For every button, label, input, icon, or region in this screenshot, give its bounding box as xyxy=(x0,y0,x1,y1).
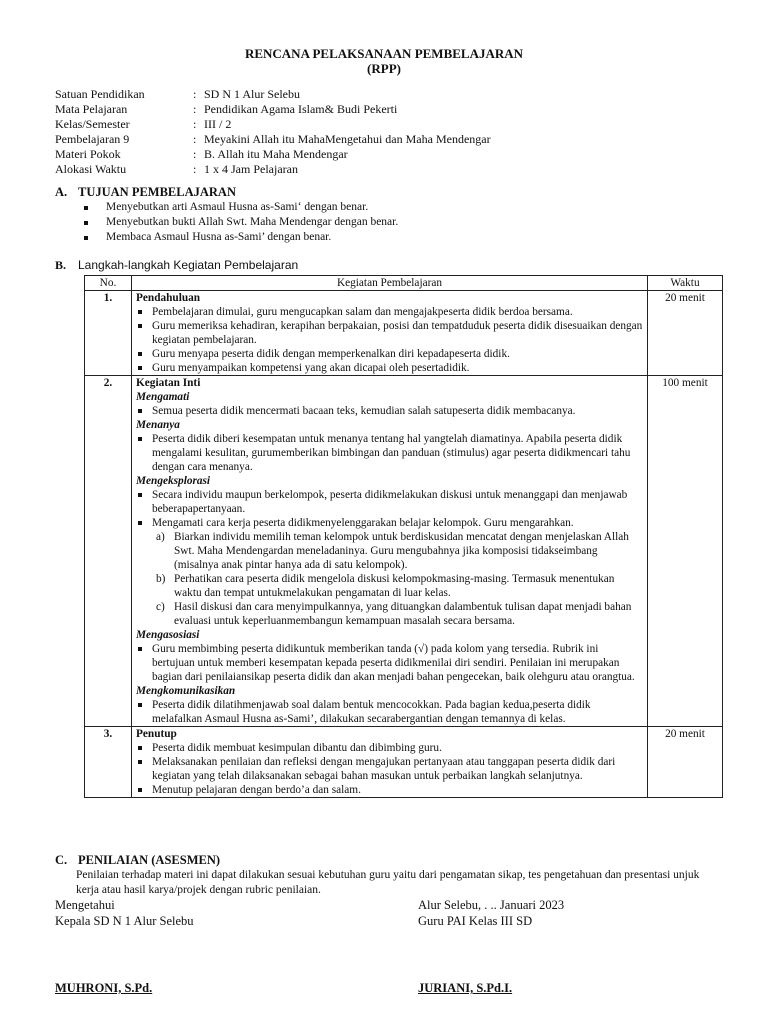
row-time: 20 menit xyxy=(648,291,723,376)
row-number: 1. xyxy=(85,291,132,376)
info-label: Alokasi Waktu xyxy=(55,162,127,176)
list-item xyxy=(136,488,643,516)
info-colon: : xyxy=(193,117,197,131)
bullet-icon xyxy=(84,236,88,240)
info-row xyxy=(55,117,491,132)
subphase-title: Mengkomunikasikan xyxy=(136,685,236,697)
list-item xyxy=(136,642,643,684)
bullet-icon xyxy=(138,746,142,750)
item-text: Peserta didik membuat kesimpulan dibantu dan dibimbing guru. xyxy=(152,742,442,754)
list-item xyxy=(84,200,398,215)
sub-item-text: Biarkan individu memilih teman kelompok untuk berdiskusidan mencatat dengan menjelaskan Allah Swt. Maha Mendengardan meneladaninya. Guru mengubahnya jika komposisi tidakseimbang (misalnya anak pintar hanya ada di satu kelompok). xyxy=(174,531,629,571)
info-row xyxy=(55,162,491,177)
info-colon: : xyxy=(193,147,197,161)
info-colon: : xyxy=(193,102,197,116)
info-value: SD N 1 Alur Selebu xyxy=(204,87,300,101)
info-label: Satuan Pendidikan xyxy=(55,87,145,101)
list-item xyxy=(136,741,643,755)
table-row xyxy=(85,376,723,727)
section-title: TUJUAN PEMBELAJARAN xyxy=(78,185,236,199)
info-value: Pendidikan Agama Islam& Budi Pekerti xyxy=(204,102,398,116)
info-label: Pembelajaran 9 xyxy=(55,132,130,146)
header-time: Waktu xyxy=(648,276,723,291)
item-text: Guru memeriksa kehadiran, kerapihan berpakaian, posisi dan tempatduduk peserta didik disesuaikan dengan kegiatan pembelajaran. xyxy=(152,320,643,346)
phase-title: Kegiatan Inti xyxy=(136,377,201,389)
list-item xyxy=(136,698,643,726)
subphase-title: Mengeksplorasi xyxy=(136,475,211,487)
section-number: B. xyxy=(55,258,67,272)
signature-line: Guru PAI Kelas III SD xyxy=(418,914,533,928)
section-number: A. xyxy=(55,185,68,199)
signature-left xyxy=(55,897,194,929)
item-text: Guru menyampaikan kompetensi yang akan dicapai oleh pesertadidik. xyxy=(152,362,470,374)
info-value: III / 2 xyxy=(204,117,232,131)
objective-text: Menyebutkan arti Asmaul Husna as-Sami‘ dengan benar. xyxy=(106,201,369,213)
row-activity xyxy=(132,727,648,798)
info-row xyxy=(55,87,491,102)
section-a-heading xyxy=(55,185,236,200)
info-label: Kelas/Semester xyxy=(55,117,130,131)
list-item xyxy=(136,347,643,361)
section-b-heading xyxy=(55,258,298,273)
bullet-icon xyxy=(138,703,142,707)
table-row xyxy=(85,291,723,376)
bullet-icon xyxy=(138,324,142,328)
objective-text: Membaca Asmaul Husna as-Sami’ dengan benar. xyxy=(106,231,332,243)
sub-item-letter: c) xyxy=(156,601,165,613)
list-item xyxy=(136,755,643,783)
bullet-icon xyxy=(138,310,142,314)
sub-item-letter: a) xyxy=(156,531,165,543)
info-row xyxy=(55,132,491,147)
bullet-icon xyxy=(84,221,88,225)
list-item xyxy=(136,319,643,347)
info-value: 1 x 4 Jam Pelajaran xyxy=(204,162,298,176)
list-item xyxy=(84,230,398,245)
document-subtitle: (RPP) xyxy=(367,61,401,76)
list-item xyxy=(136,361,643,375)
info-label: Materi Pokok xyxy=(55,147,121,161)
item-text: Semua peserta didik mencermati bacaan teks, kemudian salah satupeserta didik membacanya. xyxy=(152,405,576,417)
bullet-icon xyxy=(84,206,88,210)
item-text: Secara individu maupun berkelompok, peserta didikmelakukan diskusi untuk menanggapi dan menjawab beberapapertanyaan. xyxy=(152,489,628,515)
sub-item-text: Hasil diskusi dan cara menyimpulkannya, yang dituangkan dalambentuk tulisan dapat menjadi bahan evaluasi untuk keperluanmembangun kemampuan masalah secara bersama. xyxy=(174,601,632,627)
item-text: Peserta didik diberi kesempatan untuk menanya tentang hal yangtelah diamatinya. Apabila peserta didik mengalami kesulitan, gurumemberikan bimbingan dan panduan (stimulus) agar peserta didikmencari tahu dengan cara menanya. xyxy=(152,433,631,473)
teacher-name: JURIANI, S.Pd.I. xyxy=(418,981,513,995)
item-text: Pembelajaran dimulai, guru mengucapkan salam dan mengajakpeserta didik berdoa bersama. xyxy=(152,306,573,318)
table-header-row xyxy=(85,276,723,291)
activities-table xyxy=(84,275,723,798)
signature-line: Mengetahui xyxy=(55,898,115,912)
header-no: No. xyxy=(85,276,132,291)
principal-name: MUHRONI, S.Pd. xyxy=(55,981,153,995)
item-text: Guru menyapa peserta didik dengan memperkenalkan diri kepadapeserta didik. xyxy=(152,348,510,360)
signature-line: Kepala SD N 1 Alur Selebu xyxy=(55,914,194,928)
section-number: C. xyxy=(55,853,68,867)
row-time: 20 menit xyxy=(648,727,723,798)
row-activity xyxy=(132,291,648,376)
objective-text: Menyebutkan bukti Allah Swt. Maha Mendengar dengan benar. xyxy=(106,216,399,228)
section-title: Langkah-langkah Kegiatan Pembelajaran xyxy=(78,258,299,272)
row-number: 3. xyxy=(85,727,132,798)
info-colon: : xyxy=(193,132,197,146)
list-item xyxy=(136,783,643,797)
sub-list-item xyxy=(136,572,643,600)
section-c-heading xyxy=(55,853,220,868)
subphase-title: Mengamati xyxy=(136,391,190,403)
section-title: PENILAIAN (ASESMEN) xyxy=(78,853,221,867)
objectives-list xyxy=(84,200,398,245)
list-item xyxy=(136,516,643,530)
bullet-icon xyxy=(138,647,142,651)
header-activity: Kegiatan Pembelajaran xyxy=(132,276,648,291)
bullet-icon xyxy=(138,409,142,413)
sub-item-letter: b) xyxy=(156,573,166,585)
bullet-icon xyxy=(138,352,142,356)
assessment-text: Penilaian terhadap materi ini dapat dilakukan sesuai kebutuhan guru yaitu dari pengamatan sikap, tes pengetahuan dan presentasi unjuk kerja atau hasil karya/projek dengan rubric penilaian. xyxy=(76,869,700,896)
list-item xyxy=(136,305,643,319)
info-colon: : xyxy=(193,162,197,176)
item-text: Peserta didik dilatihmenjawab soal dalam bentuk mencocokkan. Pada bagian kedua,peserta didik melafalkan Asmaul Husna as-Sami’, dilakukan secarabergantian dengan temannya di kelas. xyxy=(152,699,591,725)
subphase-title: Mengasosiasi xyxy=(136,629,200,641)
subphase-title: Menanya xyxy=(136,419,180,431)
bullet-icon xyxy=(138,366,142,370)
item-text: Guru membimbing peserta didikuntuk memberikan tanda (√) pada kolom yang tersedia. Rubrik ini bertujuan untuk memberi kesempatan kepada peserta didikmenilai diri sendiri. Penilaian ini merupakan bagian dari penilaiansikap peserta didik dan akan menjadi bahan pengecekan, baik olehguru atau orangtua. xyxy=(152,643,635,683)
document-title: RENCANA PELAKSANAAN PEMBELAJARAN xyxy=(244,46,524,61)
item-text: Mengamati cara kerja peserta didikmenyelenggarakan belajar kelompok. Guru mengarahkan. xyxy=(152,517,574,529)
phase-title: Pendahuluan xyxy=(136,292,201,304)
signature-line: Alur Selebu, . .. Januari 2023 xyxy=(418,898,565,912)
sub-list-item xyxy=(136,600,643,628)
bullet-icon xyxy=(138,437,142,441)
info-row xyxy=(55,102,491,117)
sub-item-text: Perhatikan cara peserta didik mengelola diskusi kelompokmasing-masing. Termasuk menentukan waktu dan tempat untukmelakukan pengamatan di luar kelas. xyxy=(174,573,615,599)
list-item xyxy=(136,404,643,418)
row-activity xyxy=(132,376,648,727)
info-colon: : xyxy=(193,87,197,101)
item-text: Menutup pelajaran dengan berdo’a dan salam. xyxy=(152,784,361,796)
signature-right xyxy=(418,897,564,929)
phase-title: Penutup xyxy=(136,728,177,740)
info-value: Meyakini Allah itu MahaMengetahui dan Maha Mendengar xyxy=(204,132,491,146)
row-time: 100 menit xyxy=(648,376,723,727)
list-item xyxy=(136,432,643,474)
sub-list-item xyxy=(136,530,643,572)
table-row xyxy=(85,727,723,798)
item-text: Melaksanakan penilaian dan refleksi dengan mengajukan pertanyaan atau tanggapan peserta didik dari kegiatan yang telah dilaksanakan sebagai bahan masukan untuk perbaikan langkah selanjutnya. xyxy=(152,756,616,782)
info-row xyxy=(55,147,491,162)
row-number: 2. xyxy=(85,376,132,727)
bullet-icon xyxy=(138,493,142,497)
info-value: B. Allah itu Maha Mendengar xyxy=(204,147,348,161)
bullet-icon xyxy=(138,521,142,525)
info-label: Mata Pelajaran xyxy=(55,102,128,116)
list-item xyxy=(84,215,398,230)
bullet-icon xyxy=(138,788,142,792)
identity-block xyxy=(55,87,491,177)
bullet-icon xyxy=(138,760,142,764)
